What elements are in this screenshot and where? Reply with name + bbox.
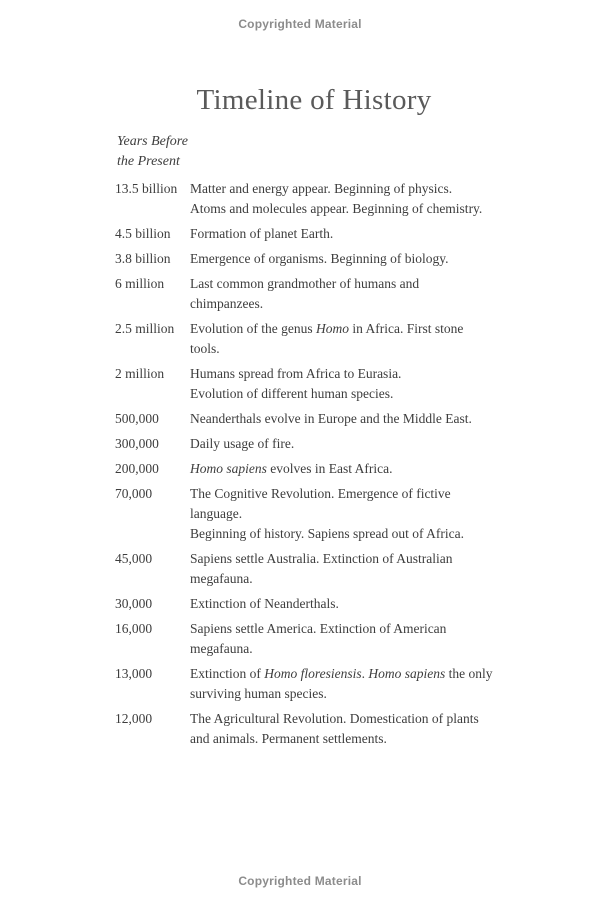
copyright-notice-bottom: Copyrighted Material <box>238 874 362 888</box>
timeline-description-line: Neanderthals evolve in Europe and the Middle East. <box>190 411 472 426</box>
timeline-description <box>190 249 513 269</box>
timeline-description-line: Evolution of the genus Homo in Africa. First stone <box>190 321 464 336</box>
timeline-description <box>190 434 513 454</box>
timeline-row <box>115 319 513 359</box>
timeline-row <box>115 224 513 244</box>
timeline-description-line: Homo sapiens evolves in East Africa. <box>190 461 393 476</box>
timeline-description-line: Daily usage of fire. <box>190 436 295 451</box>
years-column-header-line2: the Present <box>117 154 180 169</box>
timeline-description-line: tools. <box>190 341 220 356</box>
timeline-row <box>115 274 513 314</box>
timeline-row <box>115 434 513 454</box>
timeline-description-line: megafauna. <box>190 641 253 656</box>
timeline-description-line: Evolution of different human species. <box>190 386 394 401</box>
timeline-years: 2.5 million <box>115 321 175 336</box>
years-column-header <box>117 132 188 172</box>
timeline-description <box>190 274 513 314</box>
timeline-description-line: Emergence of organisms. Beginning of biology. <box>190 251 449 266</box>
timeline-years: 3.8 billion <box>115 251 171 266</box>
timeline-description-line: Humans spread from Africa to Eurasia. <box>190 366 402 381</box>
timeline-years: 200,000 <box>115 461 159 476</box>
timeline-years: 500,000 <box>115 411 159 426</box>
timeline-description-line: language. <box>190 506 243 521</box>
timeline-description <box>190 709 513 749</box>
timeline-row <box>115 249 513 269</box>
timeline-description-line: Matter and energy appear. Beginning of physics. <box>190 181 453 196</box>
timeline-description <box>190 179 513 219</box>
page-title: Timeline of History <box>196 84 432 116</box>
timeline-description-line: Formation of planet Earth. <box>190 226 334 241</box>
timeline-description <box>190 459 513 479</box>
timeline-description-line: Sapiens settle America. Extinction of American <box>190 621 447 636</box>
timeline-description <box>190 224 513 244</box>
timeline-description-line: megafauna. <box>190 571 253 586</box>
timeline-description-line: surviving human species. <box>190 686 327 701</box>
timeline-years: 13.5 billion <box>115 181 178 196</box>
timeline-years: 70,000 <box>115 486 153 501</box>
timeline-description <box>190 664 513 704</box>
timeline-description-line: Atoms and molecules appear. Beginning of chemistry. <box>190 201 483 216</box>
copyright-notice-top: Copyrighted Material <box>238 17 362 31</box>
timeline-years: 6 million <box>115 276 165 291</box>
timeline-description-line: chimpanzees. <box>190 296 264 311</box>
timeline-description <box>190 619 513 659</box>
timeline-description <box>190 319 513 359</box>
timeline-description-line: Last common grandmother of humans and <box>190 276 420 291</box>
timeline-row <box>115 179 513 219</box>
timeline-description <box>190 549 513 589</box>
timeline-description-line: and animals. Permanent settlements. <box>190 731 387 746</box>
timeline-years: 45,000 <box>115 551 153 566</box>
timeline-description-line: Extinction of Homo floresiensis. Homo sapiens the only <box>190 666 493 681</box>
timeline-description-line: The Agricultural Revolution. Domestication of plants <box>190 711 479 726</box>
timeline-row <box>115 664 513 704</box>
timeline-description <box>190 594 513 614</box>
timeline-row <box>115 549 513 589</box>
timeline-description <box>190 484 513 544</box>
timeline-description-line: Beginning of history. Sapiens spread out of Africa. <box>190 526 464 541</box>
timeline-years: 2 million <box>115 366 165 381</box>
timeline-rows <box>115 179 513 754</box>
years-column-header-line1: Years Before <box>117 134 188 149</box>
timeline-row <box>115 364 513 404</box>
timeline-description-line: Sapiens settle Australia. Extinction of Australian <box>190 551 453 566</box>
timeline-years: 12,000 <box>115 711 153 726</box>
timeline-description <box>190 409 513 429</box>
timeline-row <box>115 709 513 749</box>
timeline-years: 4.5 billion <box>115 226 171 241</box>
timeline-description <box>190 364 513 404</box>
timeline-years: 300,000 <box>115 436 159 451</box>
timeline-description-line: The Cognitive Revolution. Emergence of fictive <box>190 486 451 501</box>
timeline-row <box>115 594 513 614</box>
timeline-years: 30,000 <box>115 596 153 611</box>
timeline-description-line: Extinction of Neanderthals. <box>190 596 339 611</box>
timeline-years: 16,000 <box>115 621 153 636</box>
timeline-row <box>115 619 513 659</box>
timeline-row <box>115 484 513 544</box>
timeline-row <box>115 409 513 429</box>
timeline-row <box>115 459 513 479</box>
timeline-years: 13,000 <box>115 666 153 681</box>
